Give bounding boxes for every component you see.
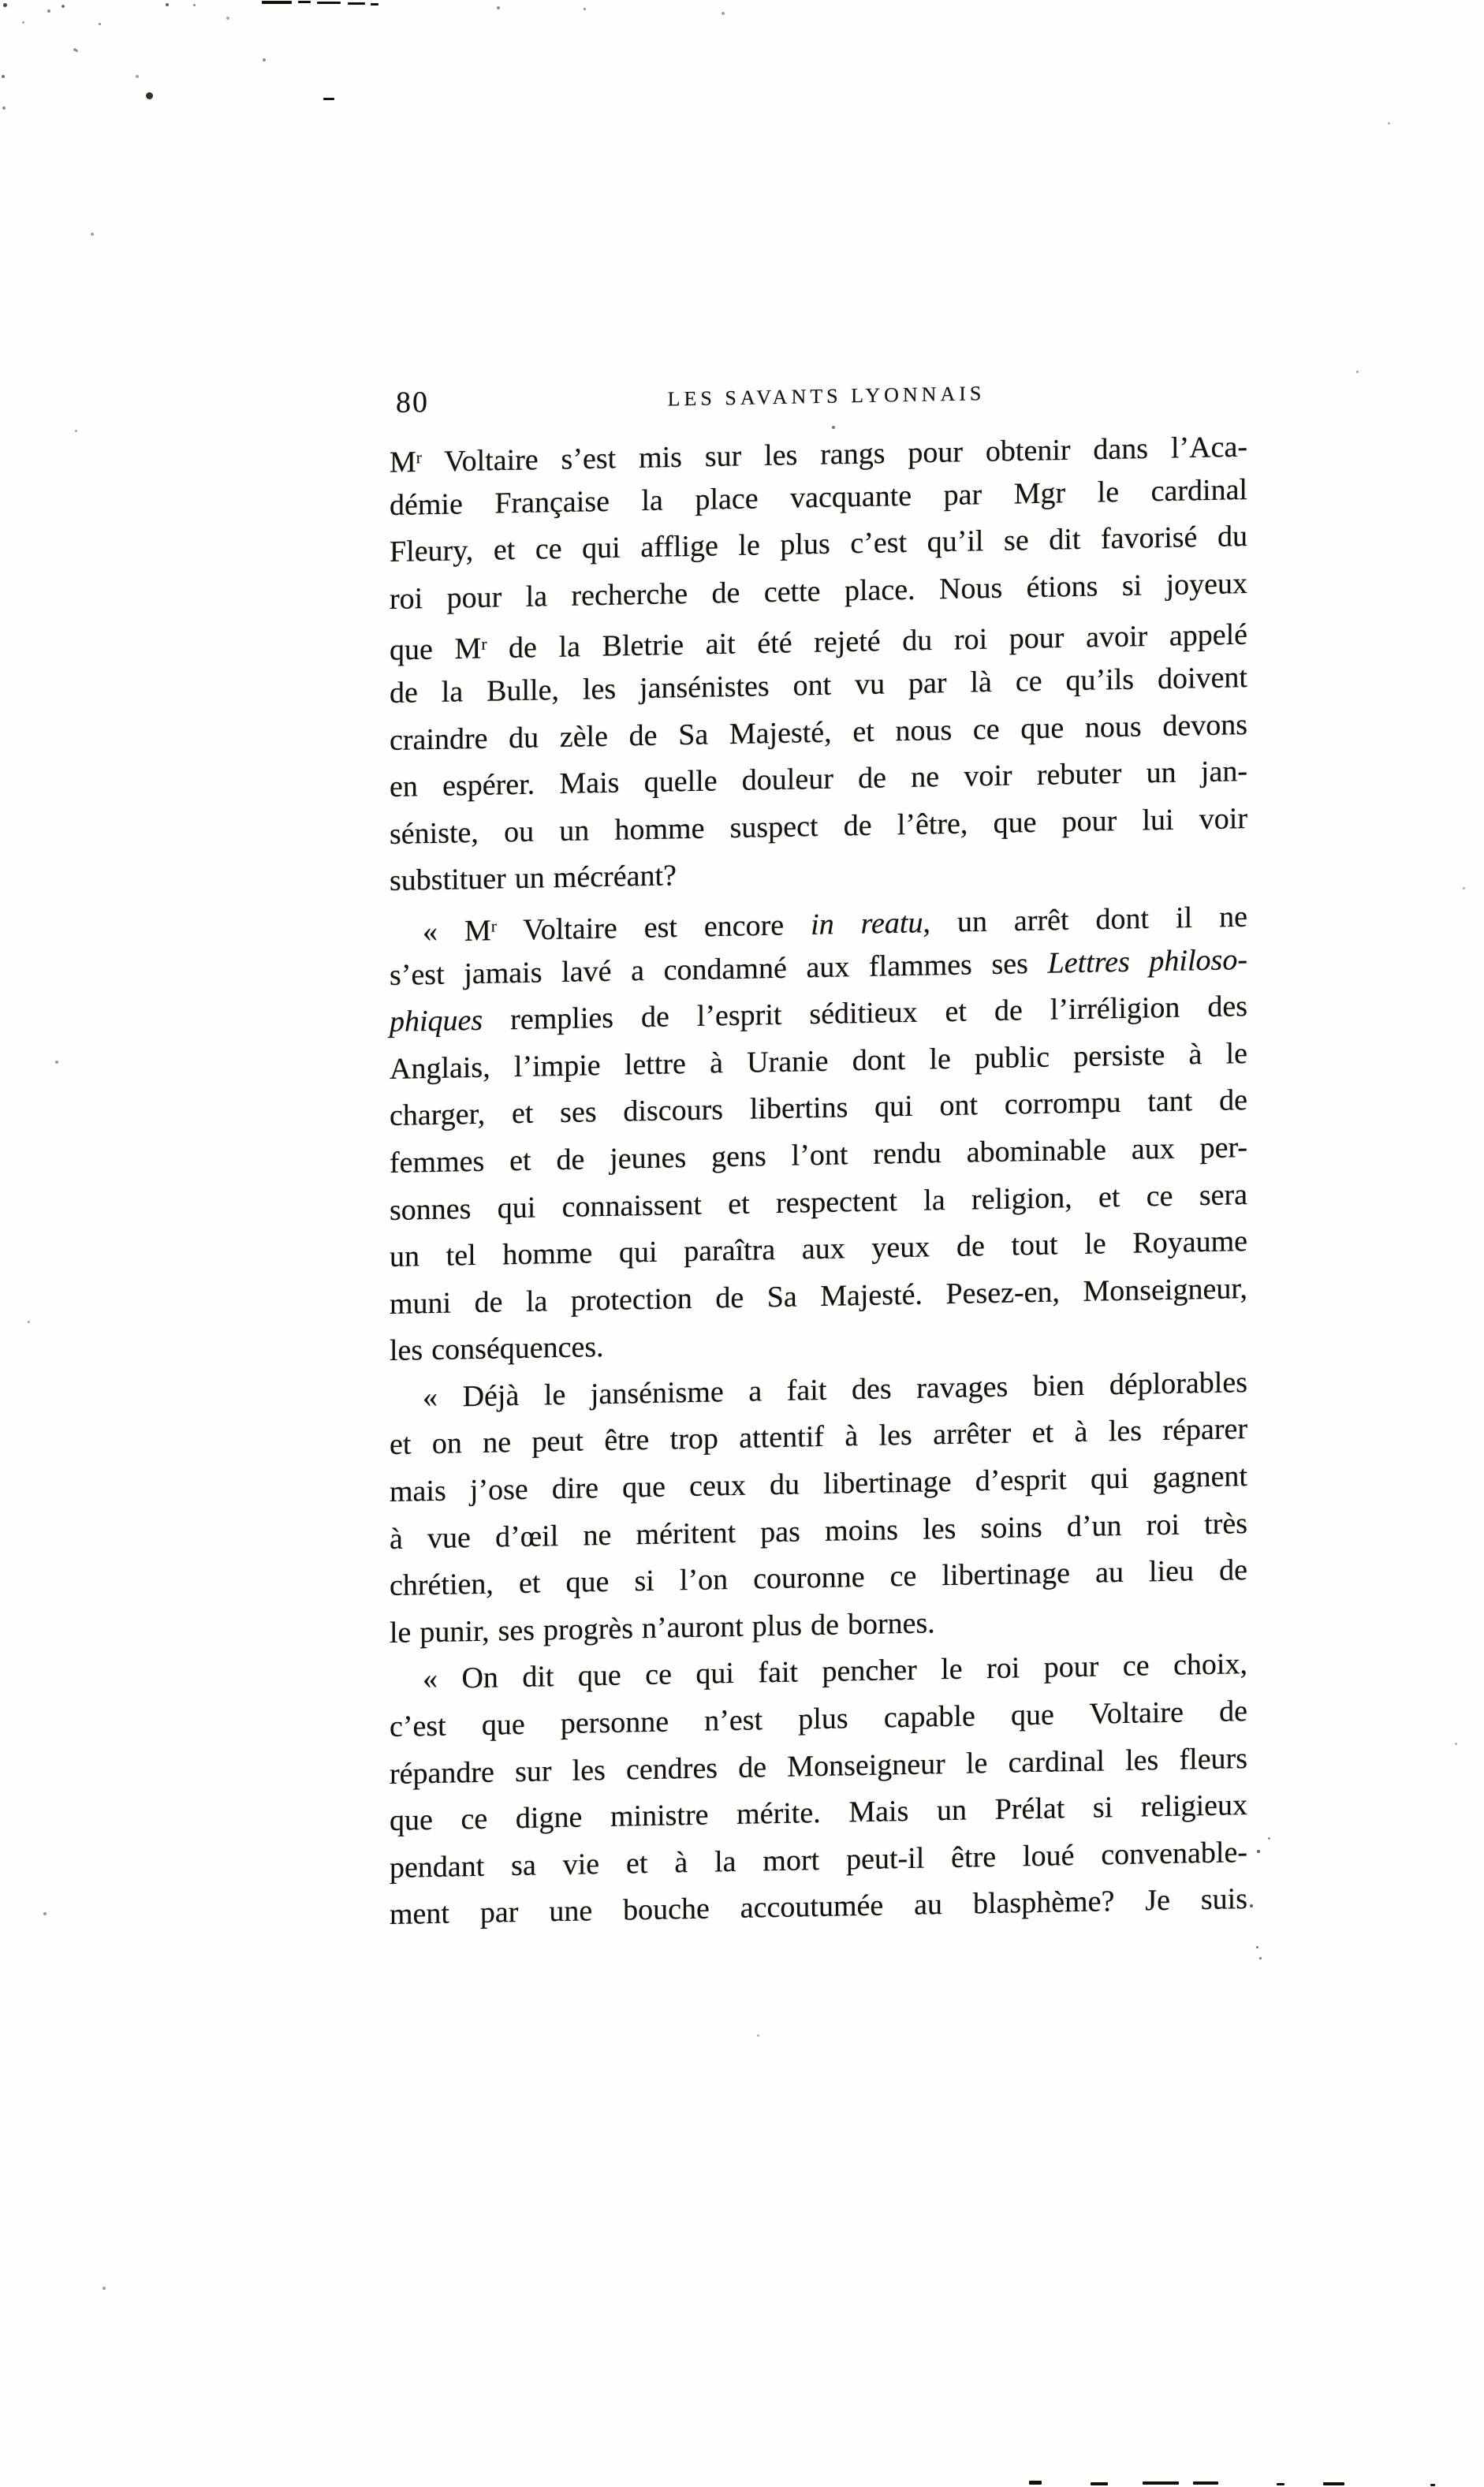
scan-speck xyxy=(263,58,266,62)
scan-speck xyxy=(99,23,101,25)
scan-artifact-dash xyxy=(1323,2482,1344,2485)
text-segment: « On dit que ce qui fait pencher le roi pour ce choix, xyxy=(423,1647,1247,1696)
scan-artifact-dash xyxy=(1143,2481,1179,2485)
text-segment: mais j’ose dire que ceux du libertinage d’esprit qui gagnent xyxy=(390,1460,1247,1509)
scan-speck xyxy=(193,4,196,6)
text-segment: chrétien, et que si l’on couronne ce libertinage au lieu de xyxy=(390,1553,1247,1603)
scan-speck xyxy=(28,1321,30,1323)
text-segment: en espérer. Mais quelle douleur de ne voir rebuter un jan- xyxy=(390,755,1247,804)
text-segment: femmes et de jeunes gens l’ont rendu abominable aux per- xyxy=(390,1130,1247,1180)
italic-text: Lettres philoso- xyxy=(1047,942,1247,980)
scan-speck xyxy=(73,48,76,51)
text-segment: roi pour la recherche de cette place. Nous étions si joyeux xyxy=(390,566,1247,616)
scan-speck xyxy=(1259,1957,1262,1959)
text-segment: que ce digne ministre mérite. Mais un Prélat si religieux xyxy=(390,1788,1247,1838)
text-segment: sonnes qui connaissent et respectent la religion, et ce sera xyxy=(390,1177,1247,1227)
scan-artifact-dash xyxy=(262,1,292,4)
text-segment: à vue d’œil ne méritent pas moins les soins d’un roi très xyxy=(390,1506,1247,1556)
scan-speck xyxy=(75,430,77,432)
text-segment: de la Bletrie ait été rejeté du roi pour avoir appelé xyxy=(487,618,1248,666)
scan-speck xyxy=(146,92,153,99)
text-segment: Voltaire est encore xyxy=(496,908,811,948)
text-segment: les conséquences. xyxy=(390,1330,604,1368)
superscript-text: r xyxy=(481,635,487,654)
page-text xyxy=(390,419,1247,1939)
text-segment: démie Française la place vacquante par Mgr le cardinal xyxy=(390,472,1247,522)
text-segment: que M xyxy=(390,632,482,667)
text-segment: Voltaire s’est mis sur les rangs pour obtenir dans l’Aca- xyxy=(421,430,1247,479)
scan-speck xyxy=(3,3,7,7)
scan-artifact-dash xyxy=(1029,2481,1042,2485)
scan-speck xyxy=(2,75,5,78)
scan-speck xyxy=(226,17,229,20)
scan-speck xyxy=(1455,1743,1457,1745)
text-segment: Anglais, l’impie lettre à Uranie dont le public persiste à le xyxy=(390,1036,1247,1086)
scan-artifact-dash xyxy=(323,98,334,100)
scan-speck xyxy=(2,106,6,110)
text-segment: et on ne peut être trop attentif à les arrêter et à les réparer xyxy=(390,1412,1247,1462)
scan-artifact-dash xyxy=(348,2,365,5)
page-number: 80 xyxy=(396,386,429,419)
scan-speck xyxy=(91,233,94,236)
text-segment: s’est jamais lavé a condamné aux flammes ses xyxy=(390,946,1048,992)
scan-speck xyxy=(1256,1946,1258,1948)
text-segment: M xyxy=(390,446,416,479)
scan-speck xyxy=(22,21,24,24)
scan-speck xyxy=(166,3,169,6)
scan-speck xyxy=(136,75,139,78)
text-segment: substituer un mécréant? xyxy=(390,859,677,898)
scan-speck xyxy=(76,50,78,52)
scan-speck xyxy=(55,1061,58,1064)
scan-speck xyxy=(43,1912,47,1915)
superscript-text: r xyxy=(416,448,422,468)
text-segment: charger, et ses discours libertins qui ont corrompu tant de xyxy=(390,1083,1247,1133)
scan-speck xyxy=(47,9,50,13)
scan-artifact-dash xyxy=(1277,2483,1285,2485)
text-segment: séniste, ou un homme suspect de l’être, que pour lui voir xyxy=(390,801,1247,851)
text-segment: répandre sur les cendres de Monseigneur le cardinal les fleurs xyxy=(390,1741,1247,1791)
italic-text: in reatu xyxy=(811,906,923,941)
text-segment: craindre du zèle de Sa Majesté, et nous ce que nous devons xyxy=(390,707,1247,757)
italic-text: phiques xyxy=(390,1003,483,1039)
scan-speck xyxy=(1250,1904,1253,1907)
text-segment: pendant sa vie et à la mort peut-il être loué convenable- xyxy=(390,1835,1247,1885)
text-segment: « Déjà le jansénisme a fait des ravages bien déplorables xyxy=(423,1365,1247,1415)
scan-artifact-dash xyxy=(1193,2481,1218,2485)
scan-speck xyxy=(1388,122,1390,125)
text-segment: de la Bulle, les jansénistes ont vu par là ce qu’ils doivent xyxy=(390,661,1247,710)
running-title: LES SAVANTS LYONNAIS xyxy=(667,382,986,411)
text-segment: c’est que personne n’est plus capable que Voltaire de xyxy=(390,1695,1247,1744)
scan-speck xyxy=(1257,1850,1260,1853)
scan-speck xyxy=(1463,887,1465,889)
scan-speck xyxy=(103,2287,106,2290)
text-segment: un tel homme qui paraîtra aux yeux de tout le Royaume xyxy=(390,1225,1247,1274)
scan-speck xyxy=(62,5,65,8)
scan-speck xyxy=(1268,1837,1270,1840)
text-segment: ment par une bouche accoutumée au blasphème? Je suis xyxy=(390,1882,1247,1932)
text-segment: Fleury, et ce qui afflige le plus c’est qu’il se dit favorisé du xyxy=(390,520,1247,569)
scan-artifact-dash xyxy=(371,3,378,6)
text-segment: , un arrêt dont il ne xyxy=(923,900,1247,940)
scan-artifact-dash xyxy=(317,2,341,4)
text-segment: « M xyxy=(423,914,491,949)
text-segment: remplies de l’esprit séditieux et de l’irréligion des xyxy=(483,990,1247,1037)
scan-artifact-dash xyxy=(1430,2484,1435,2486)
text-segment: le punir, ses progrès n’auront plus de bornes. xyxy=(390,1606,935,1650)
printed-area xyxy=(390,0,1247,2366)
text-segment: muni de la protection de Sa Majesté. Pesez-en, Monseigneur, xyxy=(390,1271,1247,1321)
scan-speck xyxy=(1356,371,1359,373)
superscript-text: r xyxy=(490,916,497,936)
scan-artifact-dash xyxy=(1091,2482,1108,2485)
scan-artifact-dash xyxy=(298,1,311,3)
